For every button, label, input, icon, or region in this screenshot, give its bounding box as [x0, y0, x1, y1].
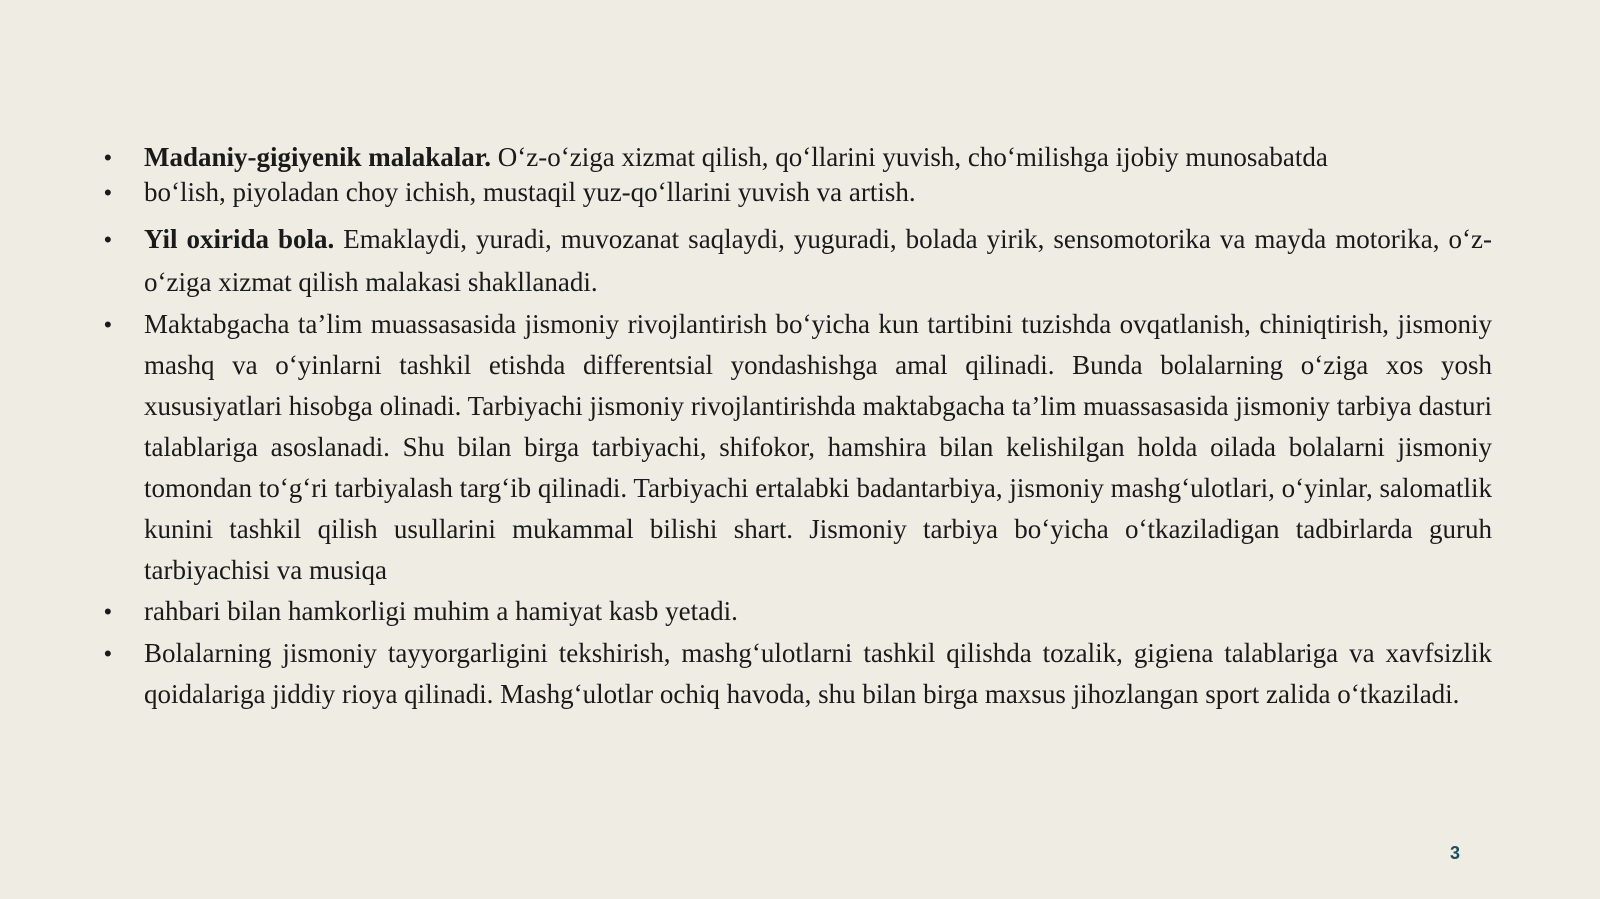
list-item — [104, 175, 1492, 210]
item-text: Bolalarning jismoniy tayyorgarligini tekshirish, mashg‘ulotlarni tashkil qilishda tozalik, gigiena talablariga va xavfsizlik qoidalariga jiddiy rioya qilinadi. Mashg‘ulotlar ochiq havoda, shu bilan birga maxsus jihozlangan sport zalida o‘tkaziladi. — [144, 638, 1492, 709]
bullet-icon: • — [104, 227, 112, 252]
item-text: Emaklaydi, yuradi, muvozanat saqlaydi, yuguradi, bolada yirik, sensomotorika va mayda motorika, o‘z-o‘ziga xizmat qilish malakasi shakllanadi. — [144, 224, 1492, 297]
bullet-icon: • — [104, 641, 112, 666]
bullet-icon: • — [104, 180, 112, 205]
bullet-list — [104, 140, 1492, 715]
item-lead: Madaniy-gigiyenik malakalar. — [144, 142, 492, 172]
item-text: bo‘lish, piyoladan choy ichish, mustaqil yuz-qo‘llarini yuvish va artish. — [144, 177, 916, 207]
page-number: 3 — [1449, 843, 1460, 863]
bullet-icon: • — [104, 599, 112, 624]
item-lead: Yil oxirida bola. — [144, 224, 335, 254]
list-item — [104, 304, 1492, 591]
item-text: rahbari bilan hamkorligi muhim a hamiyat kasb yetadi. — [144, 596, 738, 626]
list-item — [104, 633, 1492, 715]
bullet-icon: • — [104, 312, 112, 337]
list-item — [104, 591, 1492, 632]
bullet-icon: • — [104, 145, 112, 170]
item-text: O‘z-o‘ziga xizmat qilish, qo‘llarini yuvish, cho‘milishga ijobiy munosabatda — [491, 142, 1328, 172]
item-text: Maktabgacha ta’lim muassasasida jismoniy rivojlantirish bo‘yicha kun tartibini tuzishda ovqatlanish, chiniqtirish, jismoniy mashq va o‘yinlarni tashkil etishda differentsial yondashishga amal qilinadi. Bunda bolalarning o‘ziga xos yosh xususiyatlari hisobga olinadi. Tarbiyachi jismoniy rivojlantirishda maktabgacha ta’lim muassasasida jismoniy tarbiya dasturi talablariga asoslanadi. Shu bilan birga tarbiyachi, shifokor, hamshira bilan kelishilgan holda oilada bolalarni jismoniy tomondan to‘g‘ri tarbiyalash targ‘ib qilinadi. Tarbiyachi ertalabki badantarbiya, jismoniy mashg‘ulotlari, o‘yinlar, salomatlik kunini tashkil qilish usullarini mukammal bilishi shart. Jismoniy tarbiya bo‘yicha o‘tkaziladigan tadbirlarda guruh tarbiyachisi va musiqa — [144, 309, 1492, 585]
list-item — [104, 140, 1492, 175]
list-item — [104, 218, 1492, 304]
